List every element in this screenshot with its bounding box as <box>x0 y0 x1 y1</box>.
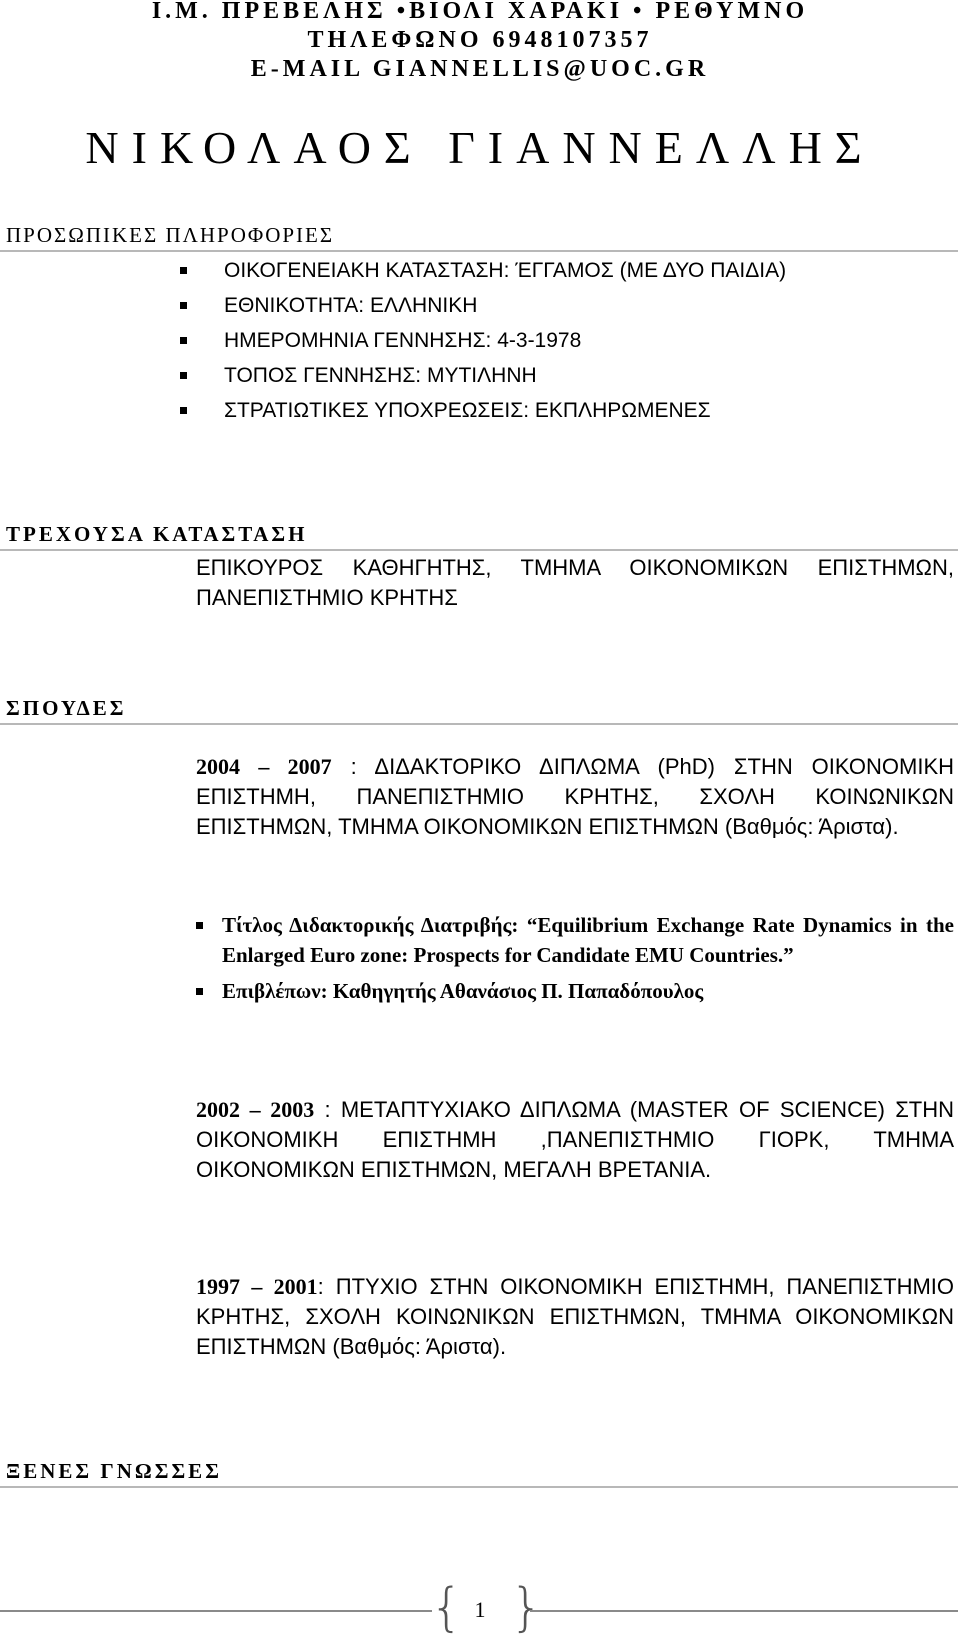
section-divider <box>0 549 958 551</box>
bsc-description: : ΠΤΥΧΙΟ ΣΤΗΝ ΟΙΚΟΝΟΜΙΚΗ ΕΠΙΣΤΗΜΗ, ΠΑΝΕΠΙΣΤΗΜΙΟ ΚΡΗΤΗΣ, ΣΧΟΛΗ ΚΟΙΝΩΝΙΚΩΝ ΕΠΙΣΤΗΜΩΝ, ΤΜΗΜΑ ΟΙΚΟΝΟΜΙΚΩΝ ΕΠΙΣΤΗΜΩΝ (Βαθμός: Άριστα). <box>196 1274 955 1359</box>
footer-rule-right <box>530 1610 958 1612</box>
phd-supervisor: Επιβλέπων: Καθηγητής Αθανάσιος Π. Παπαδόπουλος <box>196 976 954 1006</box>
header-address: Ι.Μ. ΠΡΕΒΕΛΗΣ •ΒΙΟΛΙ ΧΑΡΑΚΙ • ΡΕΘΥΜΝΟ <box>151 0 809 24</box>
msc-entry <box>196 1095 954 1185</box>
header-email: E-MAIL GIANNELLIS@UOC.GR <box>250 56 710 82</box>
section-divider <box>0 250 958 252</box>
right-brace-icon: } <box>510 1578 544 1638</box>
header-phone: ΤΗΛΕΦΩΝΟ 6948107357 <box>307 27 653 53</box>
phd-entry <box>196 752 954 842</box>
current-position-text: ΕΠΙΚΟΥΡΟΣ ΚΑΘΗΓΗΤΗΣ, ΤΜΗΜΑ ΟΙΚΟΝΟΜΙΚΩΝ ΕΠΙΣΤΗΜΩΝ, ΠΑΝΕΠΙΣΤΗΜΙΟ ΚΡΗΤΗΣ <box>196 555 954 610</box>
phd-description: : ΔΙΔΑΚΤΟΡΙΚΟ ΔΙΠΛΩΜΑ (PhD) ΣΤΗΝ ΟΙΚΟΝΟΜΙΚΗ ΕΠΙΣΤΗΜΗ, ΠΑΝΕΠΙΣΤΗΜΙΟ ΚΡΗΤΗΣ, ΣΧΟΛΗ ΚΟΙΝΩΝΙΚΩΝ ΕΠΙΣΤΗΜΩΝ, ΤΜΗΜΑ ΟΙΚΟΝΟΜΙΚΩΝ ΕΠΙΣΤΗΜΩΝ (Βαθμός: Άριστα). <box>196 754 955 839</box>
msc-years: 2002 – 2003 <box>196 1097 315 1122</box>
phd-years: 2004 – 2007 <box>196 754 332 779</box>
msc-description: : ΜΕΤΑΠΤΥΧΙΑΚΟ ΔΙΠΛΩΜΑ (MASTER OF SCIENCE) ΣΤΗΝ ΟΙΚΟΝΟΜΙΚΗ ΕΠΙΣΤΗΜΗ ,ΠΑΝΕΠΙΣΤΗΜΙΟ ΓΙΟΡΚ, ΤΜΗΜΑ ΟΙΚΟΝΟΜΙΚΩΝ ΕΠΙΣΤΗΜΩΝ, ΜΕΓΑΛΗ ΒΡΕΤΑΝΙΑ. <box>196 1097 955 1182</box>
person-name: ΝΙΚΟΛΑΟΣ ΓΙΑΝΝΕΛΛΗΣ <box>85 122 875 173</box>
phd-thesis-title: Τίτλος Διδακτορικής Διατριβής: “Equilibrium Exchange Rate Dynamics in the Enlarged Euro zone: Prospects for Candidate EMU Countries.” <box>196 910 954 970</box>
section-heading-current: ΤΡΕΧΟΥΣΑ ΚΑΤΑΣΤΑΣΗ <box>6 522 308 546</box>
list-item: ΣΤΡΑΤΙΩΤΙΚΕΣ ΥΠΟΧΡΕΩΣΕΙΣ: ΕΚΠΛΗΡΩΜΕΝΕΣ <box>180 393 786 428</box>
left-brace-icon: { <box>430 1578 464 1638</box>
list-item: ΟΙΚΟΓΕΝΕΙΑΚΗ ΚΑΤΑΣΤΑΣΗ: ΈΓΓΑΜΟΣ (ΜΕ ΔΥΟ ΠΑΙΔΙΑ) <box>180 253 786 288</box>
bsc-years: 1997 – 2001 <box>196 1274 318 1299</box>
phd-details-list <box>196 910 954 1012</box>
personal-info-list <box>180 253 786 428</box>
page-footer <box>0 1578 960 1638</box>
section-heading-personal: ΠΡΟΣΩΠΙΚΕΣ ΠΛΗΡΟΦΟΡΙΕΣ <box>6 223 335 247</box>
page-number: 1 <box>474 1597 486 1622</box>
section-heading-studies: ΣΠΟΥΔΕΣ <box>6 696 127 720</box>
list-item: ΕΘΝΙΚΟΤΗΤΑ: ΕΛΛΗΝΙΚΗ <box>180 288 786 323</box>
section-divider <box>0 723 958 725</box>
section-heading-languages: ΞΕΝΕΣ ΓΝΩΣΣΕΣ <box>6 1459 222 1483</box>
footer-rule-left <box>0 1610 432 1612</box>
list-item: ΗΜΕΡΟΜΗΝΙΑ ΓΕΝΝΗΣΗΣ: 4-3-1978 <box>180 323 786 358</box>
bsc-entry <box>196 1272 954 1362</box>
section-divider <box>0 1486 958 1488</box>
list-item: ΤΟΠΟΣ ΓΕΝΝΗΣΗΣ: ΜΥΤΙΛΗΝΗ <box>180 358 786 393</box>
